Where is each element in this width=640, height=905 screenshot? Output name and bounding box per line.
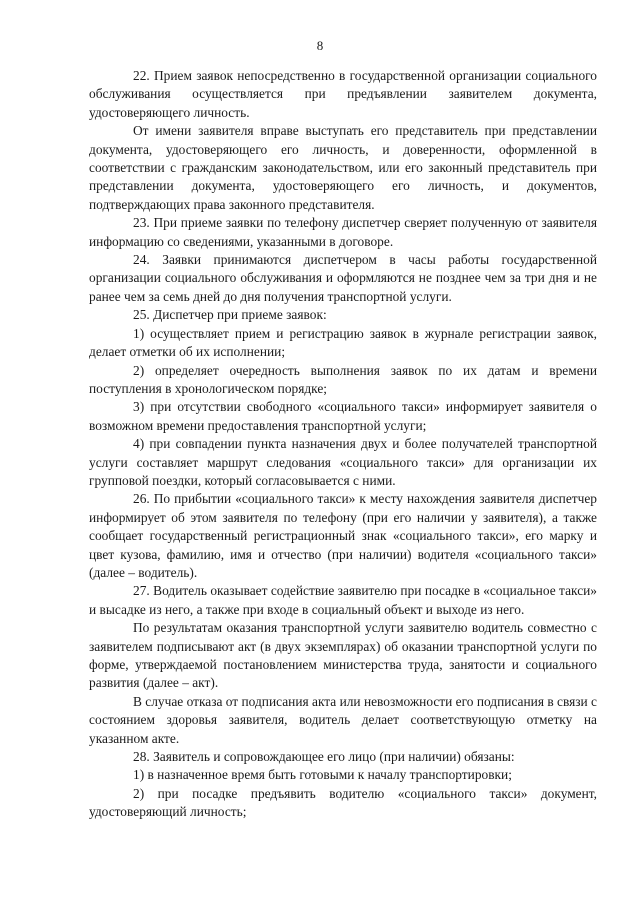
paragraph-27-act: По результатам оказания транспортной услуги заявителю водитель совместно с заявителем подписывают акт (в двух экземплярах) об оказании транспортной услуги по форме, утверждаемой постановлением министерства труда, занятости и социального развития (далее – акт).	[89, 620, 597, 691]
paragraph-28-item-2: 2) при посадке предъявить водителю «социального такси» документ, удостоверяющий личность;	[89, 785, 597, 820]
paragraph-28: 28. Заявитель и сопровождающее его лицо (при наличии) обязаны:	[133, 749, 515, 765]
paragraph-25: 25. Диспетчер при приеме заявок:	[133, 307, 327, 323]
paragraph-27-refusal: В случае отказа от подписания акта или невозможности его подписания в связи с состоянием здоровья заявителя, водитель делает соответствующую отметку на указанном акте.	[89, 693, 597, 746]
paragraph-27: 27. Водитель оказывает содействие заявителю при посадке в «социальное такси» и высадке из него, а также при входе в социальный объект и выходе из него.	[89, 583, 597, 617]
paragraph-28-item-1: 1) в назначенное время быть готовыми к началу транспортировки;	[133, 767, 512, 783]
paragraph-22-representative: От имени заявителя вправе выступать его представитель при представлении документа, удостоверяющего его личность, и доверенности, оформленной в соответствии с гражданским законодательством, или его законный представитель при представлении документа, удостоверяющего его личность, и документов, подтверждающих права законного представителя.	[89, 123, 597, 212]
paragraph-26: 26. По прибытии «социального такси» к месту нахождения заявителя диспетчер информирует об этом заявителя по телефону (при его наличии у заявителя), а также сообщает государственный регистрационный знак «социального такси», его марку и цвет кузова, фамилию, имя и отчество (при наличии) водителя «социального такси» (далее – водитель).	[89, 491, 597, 580]
paragraph-24: 24. Заявки принимаются диспетчером в часы работы государственной организации социального обслуживания и оформляются не позднее чем за три дня и не ранее чем за семь дней до дня получения транспортной услуги.	[89, 252, 597, 304]
paragraph-25-item-3: 3) при отсутствии свободного «социального такси» информирует заявителя о возможном времени предоставления транспортной услуги;	[89, 399, 597, 433]
paragraph-23: 23. При приеме заявки по телефону диспетчер сверяет полученную от заявителя информацию со сведениями, указанными в договоре.	[89, 215, 597, 249]
paragraph-25-item-1: 1) осуществляет прием и регистрацию заявок в журнале регистрации заявок, делает отметки об их исполнении;	[89, 325, 597, 360]
page-number: 8	[316, 38, 324, 53]
paragraph-22: 22. Прием заявок непосредственно в государственной организации социального обслуживания осуществляется при предъявлении заявителем документа, удостоверяющего личность.	[89, 68, 597, 120]
paragraph-25-item-2: 2) определяет очередность выполнения заявок по их датам и времени поступления в хронологическом порядке;	[89, 362, 597, 396]
document-body	[89, 67, 597, 822]
paragraph-25-item-4: 4) при совпадении пункта назначения двух и более получателей транспортной услуги составляет маршрут следования «социального такси» для организации их групповой поездки, который согласовывается с ними.	[89, 436, 597, 488]
